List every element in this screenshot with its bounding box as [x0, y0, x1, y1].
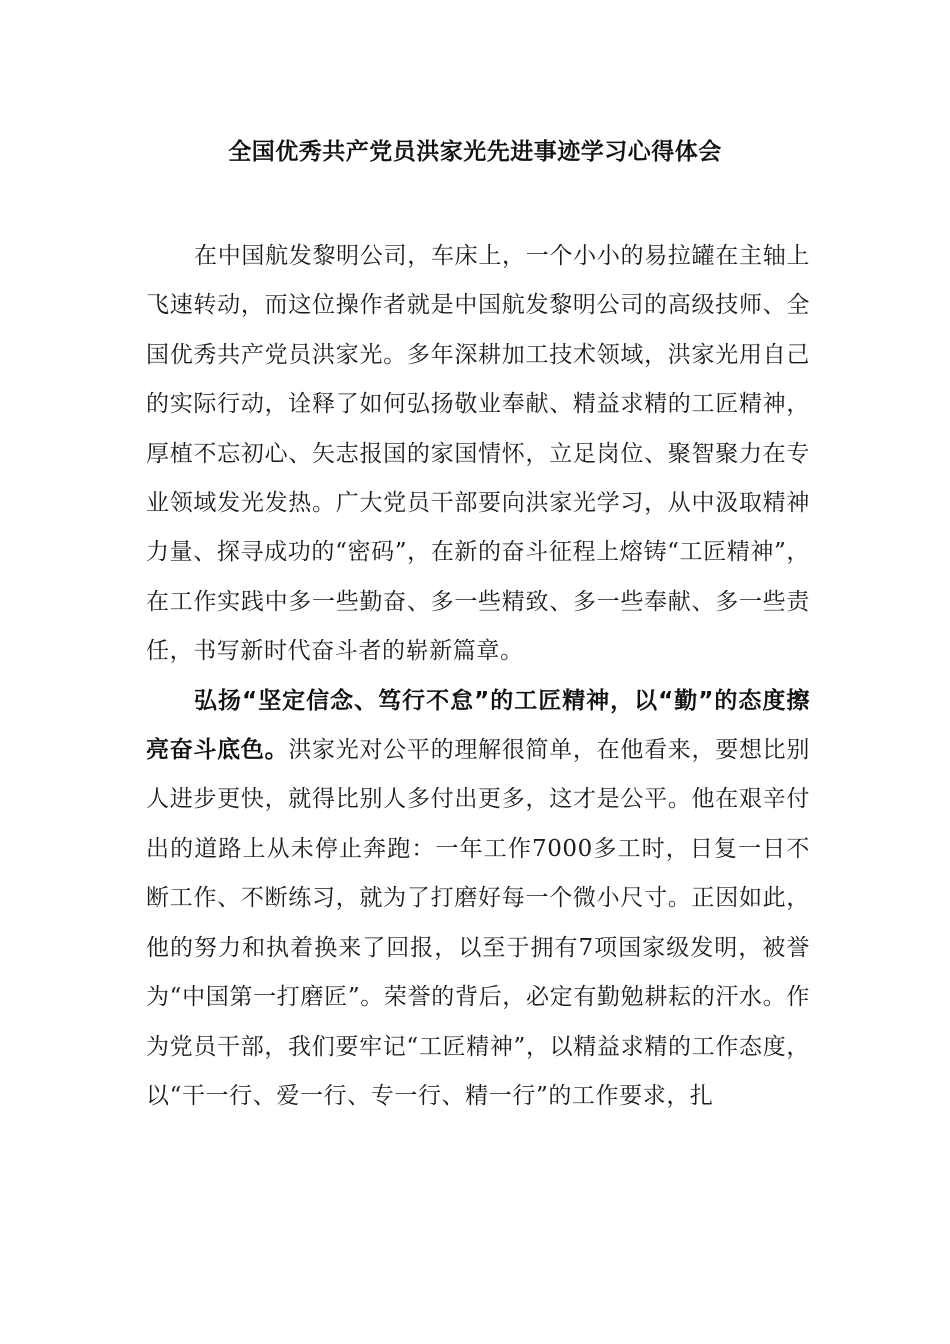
document-title: 全国优秀共产党员洪家光先进事迹学习心得体会 — [228, 139, 722, 165]
paragraph-diligence-heading: 弘扬“坚定信念、笃行不怠”的工匠精神，以“勤”的态度擦亮奋斗底色。 — [146, 687, 810, 764]
document-body — [146, 232, 810, 1121]
paragraph-diligence-text: 洪家光对公平的理解很简单，在他看来，要想比别人进步更快，就得比别人多付出更多，这才是公平。他在艰辛付出的道路上从未停止奔跑：一年工作7000多工时，日复一日不断工作、不断练习，就为了打磨好每一个微小尺寸。正因如此，他的努力和执着换来了回报，以至于拥有7项国家级发明，被誉为“中国第一打磨匠”。荣誉的背后，必定有勤勉耕耘的汗水。作为党员干部，我们要牢记“工匠精神”，以精益求精的工作态度，以“干一行、爱一行、专一行、精一行”的工作要求，扎 — [146, 737, 810, 1109]
paragraph-intro-text: 在中国航发黎明公司，车床上，一个小小的易拉罐在主轴上飞速转动，而这位操作者就是中国航发黎明公司的高级技师、全国优秀共产党员洪家光。多年深耕加工技术领域，洪家光用自己的实际行动，诠释了如何弘扬敬业奉献、精益求精的工匠精神，厚植不忘初心、矢志报国的家国情怀，立足岗位、聚智聚力在专业领域发光发热。广大党员干部要向洪家光学习，从中汲取精神力量、探寻成功的“密码”，在新的奋斗征程上熔铸“工匠精神”，在工作实践中多一些勤奋、多一些精致、多一些奉献、多一些责任，书写新时代奋斗者的崭新篇章。 — [146, 243, 810, 665]
paragraph-diligence — [146, 677, 810, 1122]
paragraph-intro — [146, 232, 810, 677]
